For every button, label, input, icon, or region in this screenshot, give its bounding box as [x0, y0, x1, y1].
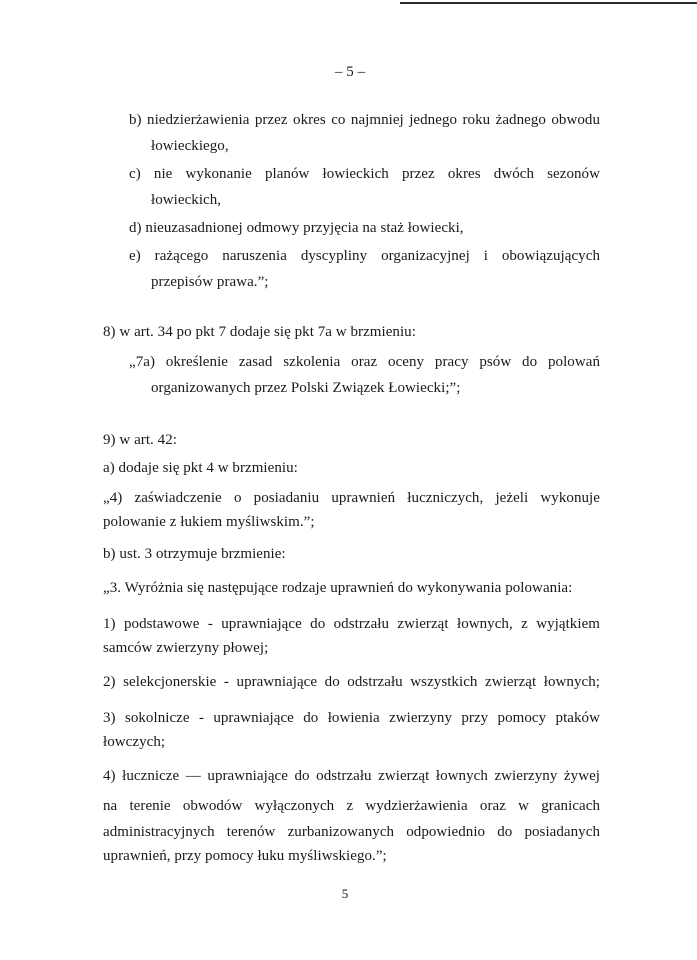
point-9-a-quote: „4) zaświadczenie o posiadaniu uprawnień łuczniczych, jeżeli wykonuje [103, 490, 600, 506]
permission-4-line-2: na terenie obwodów wyłączonych z wydzierżawienia oraz w granicach [103, 798, 600, 814]
point-8-intro: 8) w art. 34 po pkt 7 dodaje się pkt 7a w brzmieniu: [103, 324, 416, 340]
point-9-b-quote: „3. Wyróżnia się następujące rodzaje uprawnień do wykonywania polowania: [103, 580, 573, 596]
scan-edge-line [400, 2, 697, 4]
point-9-a: a) dodaje się pkt 4 w brzmieniu: [103, 460, 298, 476]
point-8-quote: „7a) określenie zasad szkolenia oraz oceny pracy psów do polowań [129, 354, 600, 370]
point-8-quote-continuation: organizowanych przez Polski Związek Łowiecki;”; [151, 380, 461, 396]
point-9-a-quote-continuation: polowanie z łukiem myśliwskim.”; [103, 514, 315, 530]
point-9-b: b) ust. 3 otrzymuje brzmienie: [103, 546, 286, 562]
list-item-c: c) nie wykonanie planów łowieckich przez okres dwóch sezonów [129, 166, 600, 182]
list-item-d: d) nieuzasadnionej odmowy przyjęcia na staż łowiecki, [129, 220, 464, 236]
list-item-c-continuation: łowieckich, [151, 192, 222, 208]
permission-3: 3) sokolnicze - uprawniające do łowienia zwierzyny przy pomocy ptaków [103, 710, 600, 726]
list-item-b-continuation: łowieckiego, [151, 138, 229, 154]
permission-2: 2) selekcjonerskie - uprawniające do odstrzału wszystkich zwierząt łownych; [103, 674, 600, 690]
page-number: 5 [341, 886, 349, 901]
permission-1: 1) podstawowe - uprawniające do odstrzału zwierząt łownych, z wyjątkiem [103, 616, 600, 632]
permission-4-line-4: uprawnień, przy pomocy łuku myśliwskiego.”; [103, 848, 387, 864]
permission-4-line-3: administracyjnych terenów zurbanizowanych odpowiednio do posiadanych [103, 824, 600, 840]
list-item-e: e) rażącego naruszenia dyscypliny organizacyjnej i obowiązujących [129, 248, 600, 264]
list-item-b: b) niedzierżawienia przez okres co najmniej jednego roku żadnego obwodu [129, 112, 600, 128]
permission-3-continuation: łowczych; [103, 734, 166, 750]
permission-4: 4) łucznicze — uprawniające do odstrzału zwierząt łownych zwierzyny żywej [103, 768, 600, 784]
page-header: – 5 – [334, 64, 366, 80]
permission-1-continuation: samców zwierzyny płowej; [103, 640, 269, 656]
list-item-e-continuation: przepisów prawa.”; [151, 274, 269, 290]
point-9-intro: 9) w art. 42: [103, 432, 177, 448]
